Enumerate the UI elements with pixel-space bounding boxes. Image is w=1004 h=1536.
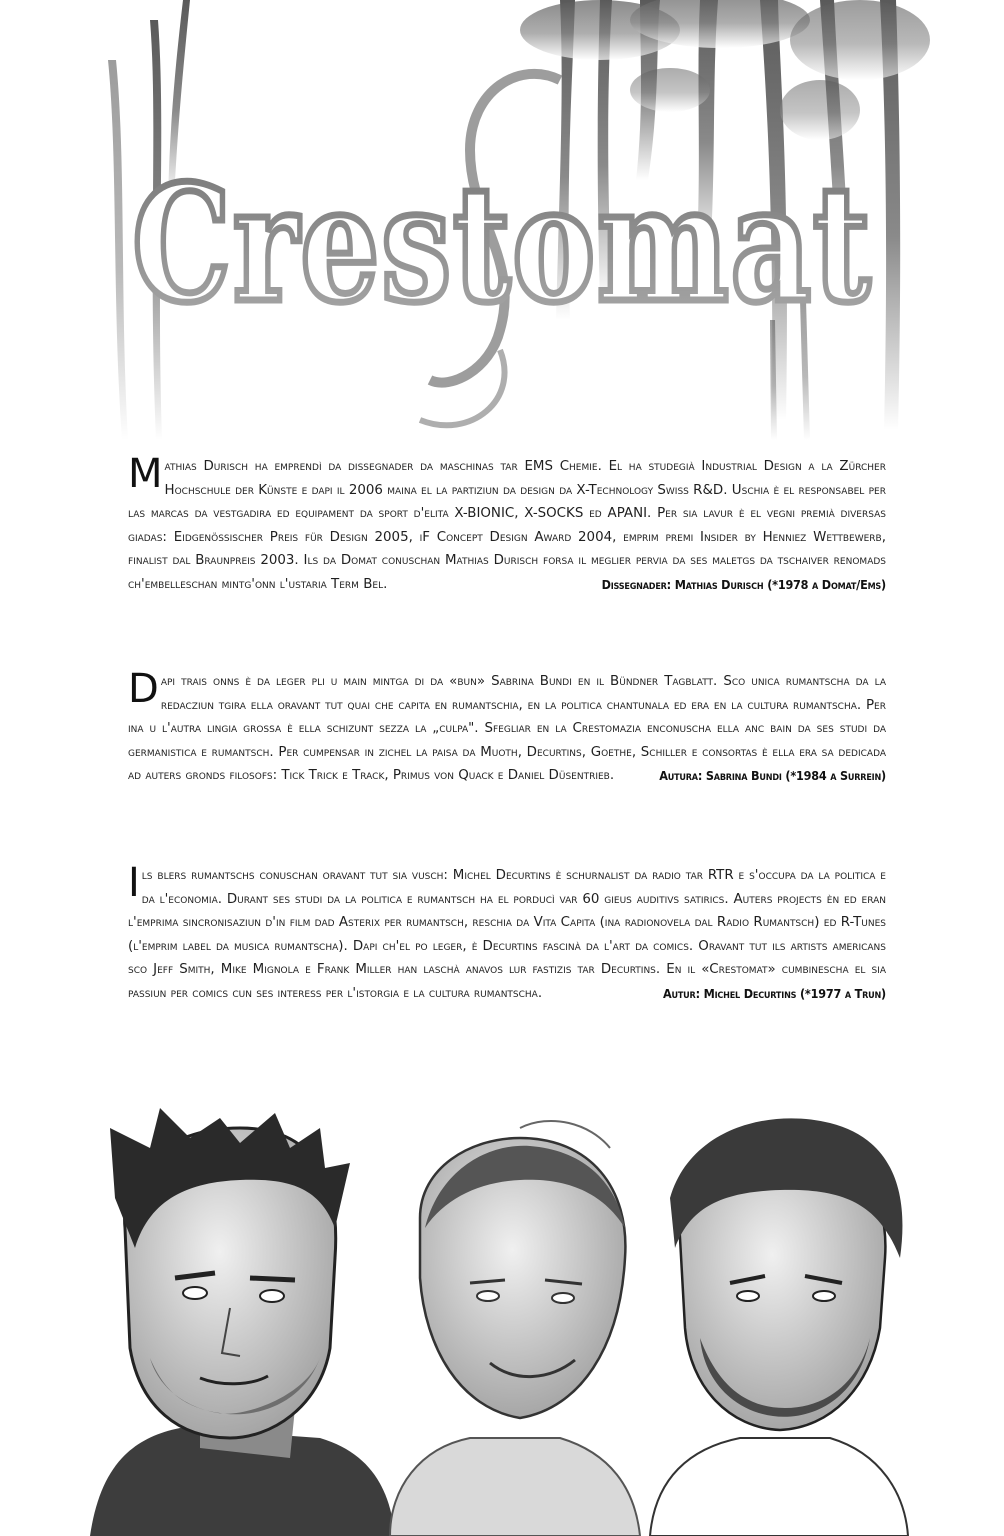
page-title: Crestomat <box>132 150 872 338</box>
bio-credit: Autur: Michel Decurtins (*1977 a Trun) <box>662 985 886 1001</box>
bio-body: athias Durisch ha emprendì da dissegnader da maschinas tar EMS Chemie. El ha studegià Industrial Design a la Zürcher Hochschule der Künste e dapi il 2006 maina el la partiziun da design da X-Technology Swiss R&D. Uschia è el responsabel per las marcas da vestgadira ed equipament da sport d'elita X-BIONIC, X-SOCKS ed APANI. Per sia lavur è el vegni premià diversas giadas: Eidgenössischer Preis für Design 2005, iF Concept Design Award 2004, emprim premi Insider by Henniez Wettbewerb, finalist dal Braunpreis 2003. Ils da Domat conuschan Mathias Durisch forsa il meglier pervia da ses maletgs da tschaiver renomads ch'embelleschan mintg'onn l'ustaria Term Bel. <box>128 459 886 592</box>
bio-sabrina-bundi <box>128 666 886 788</box>
bio-body: api trais onns è da leger pli u main mintga di da «bun» Sabrina Bundi en il Bündner Tagblatt. Sco unica rumantscha da la redacziun tgira ella oravant tut quai che capita en rumantschia, en la politica chantunala ed era en la cultura rumantscha. Per ina u l'autra lingia grossa è ella schizunt sezza la „culpa". Sfegliar en la Crestomazia enconuscha ella anc bain da ses studi da germanistica e rumantsch. Per cumpensar in zichel la paisa da Muoth, Decurtins, Goethe, Schiller e consortas è ella era sa dedicada ad auters gronds filosofs: Tick Trick e Track, Primus von Quack e Daniel Düsentrieb. <box>128 674 886 784</box>
portrait-sabrina-bundi <box>390 1121 640 1536</box>
bio-credit: Dissegnader: Mathias Durisch (*1978 a Domat/Ems) <box>601 576 886 592</box>
drop-cap: I <box>128 860 140 906</box>
bio-michel-decurtins <box>128 860 886 1006</box>
bio-mathias-durisch <box>128 451 886 597</box>
title-banner <box>0 0 1004 450</box>
bio-body: ls blers rumantschs conuschan oravant tut sia vusch: Michel Decurtins è schurnalist da radio tar RTR e s'occupa da la politica e da l'economia. Durant ses studi da la politica e rumantsch ha el porducì var 60 gieus auditivs satirics. Auters projects èn ed eran l'emprima sincronisaziun d'in film dad Asterix per rumantsch, reschia da Vita Capita (ina radionovela dal Radio Rumantsch) ed R-Tunes (l'emprim label da musica rumantscha). Dapi ch'el po leger, è Decurtins fascinà da l'art da comics. Oravant tut ils artists americans sco Jeff Smith, Mike Mignola e Frank Miller han laschà anavos lur fastizis tar Decurtins. En il «Crestomat» cumbinescha el sia passiun per comics cun ses interess per l'istorgia e la cultura rumantscha. <box>128 868 886 1001</box>
author-portraits <box>90 1108 920 1536</box>
bio-credit: Autura: Sabrina Bundi (*1984 a Surrein) <box>659 768 886 784</box>
drop-cap: M <box>128 451 163 497</box>
portrait-michel-decurtins <box>650 1118 908 1536</box>
drop-cap: D <box>128 666 159 712</box>
portrait-mathias-durisch <box>90 1108 395 1536</box>
